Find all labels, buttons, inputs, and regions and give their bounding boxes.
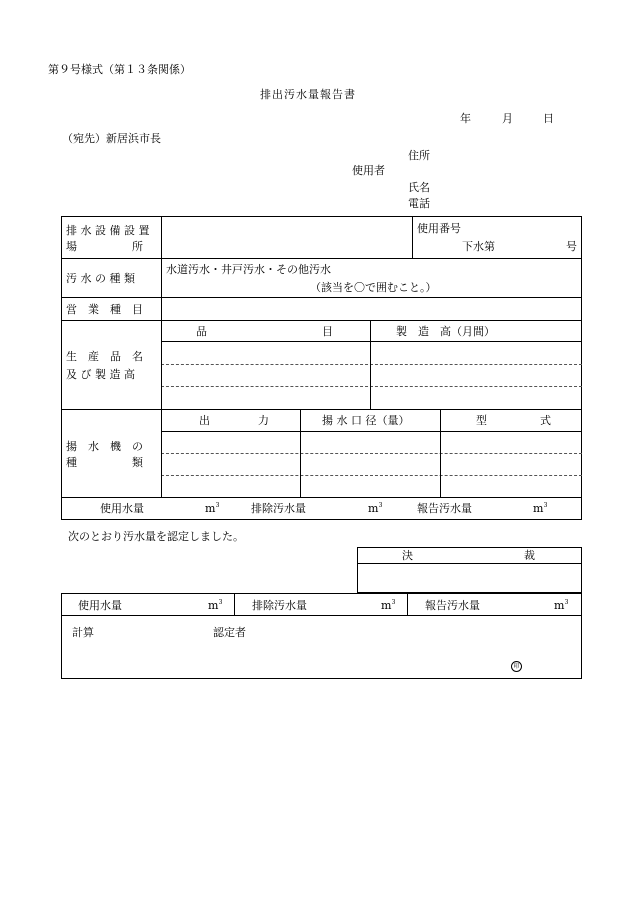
pump-label-2: 種 類: [66, 456, 143, 469]
pump-header-diameter: 揚 水 口 径（量）: [322, 414, 410, 427]
sewer-number-prefix: 下水第: [462, 240, 495, 253]
products-header-item: 品: [196, 325, 207, 338]
total-excluded-label: 排除汚水量: [251, 502, 306, 515]
decision-label-1: 決: [402, 549, 413, 562]
date-day: 日: [543, 112, 554, 125]
facility-label-2: 場 所: [66, 240, 143, 253]
approval-excluded-label: 排除汚水量: [252, 599, 307, 612]
form-title: 排出汚水量報告書: [260, 88, 356, 101]
pump-header-output-2: 力: [258, 414, 269, 427]
sewer-number-suffix: 号: [566, 240, 577, 253]
addressee: （宛先）新居浜市長: [62, 132, 161, 145]
calc-label: 計算: [72, 626, 94, 639]
total-usage-unit: m 3: [205, 502, 220, 515]
date-year: 年: [460, 112, 471, 125]
approval-reported-label: 報告汚水量: [425, 599, 480, 612]
products-header-item2: 目: [322, 325, 333, 338]
pump-label-1: 揚 水 機 の: [66, 440, 143, 453]
approval-reported-unit: m 3: [554, 599, 569, 612]
sewage-type-value: 水道汚水・井戸汚水・その他汚水: [166, 263, 331, 276]
decision-box: [357, 547, 582, 593]
sewage-type-label: 汚 水 の 種 類: [66, 272, 135, 285]
facility-label-1: 排 水 設 備 設 置: [66, 224, 150, 237]
certifier-label: 認定者: [213, 626, 246, 639]
approval-table: [61, 593, 582, 679]
pump-header-model-1: 型: [476, 414, 487, 427]
date-month: 月: [502, 112, 513, 125]
products-label-2: 及 び 製 造 高: [66, 368, 135, 381]
applicant-user-label: 使用者: [352, 164, 385, 177]
approval-statement: 次のとおり汚水量を認定しました。: [68, 530, 244, 543]
pump-header-model-2: 式: [540, 414, 551, 427]
seal-icon: 印: [511, 661, 522, 672]
approval-usage-label: 使用水量: [78, 599, 122, 612]
business-type-label: 営 業 種 目: [66, 303, 143, 316]
total-excluded-unit: m 3: [368, 502, 383, 515]
usage-number-label: 使用番号: [417, 222, 461, 235]
approval-excluded-unit: m 3: [381, 599, 396, 612]
decision-label-2: 裁: [524, 549, 535, 562]
products-header-production: 製 造 高（月間）: [396, 325, 495, 338]
form-number: 第９号様式（第１３条関係）: [48, 63, 191, 76]
total-reported-unit: m 3: [533, 502, 548, 515]
total-usage-label: 使用水量: [100, 502, 144, 515]
applicant-phone-label: 電話: [408, 197, 430, 210]
applicant-address-label: 住所: [408, 149, 430, 162]
sewage-type-note: （該当を〇で囲むこと。）: [310, 281, 437, 294]
approval-usage-unit: m 3: [208, 599, 223, 612]
total-reported-label: 報告汚水量: [417, 502, 472, 515]
applicant-name-label: 氏名: [408, 181, 430, 194]
products-label-1: 生 産 品 名: [66, 350, 143, 363]
pump-header-output-1: 出: [199, 414, 210, 427]
